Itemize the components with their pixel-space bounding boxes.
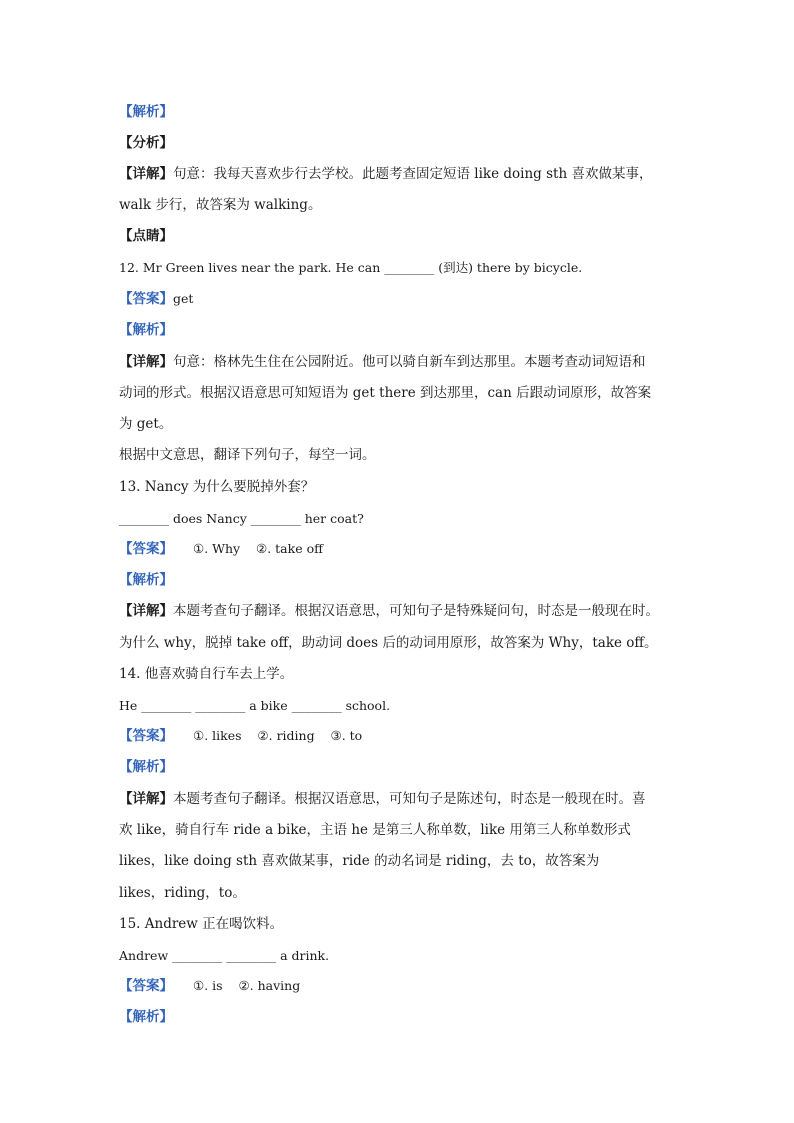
detail-continuation [119,383,651,403]
detail-text: 欢 like，骑自行车 ride a bike，主语 he 是第三人称单数，like 用第三人称单数形式 [119,822,631,838]
answer-tag: 【答案】 [119,728,173,744]
question-text: 12. Mr Green lives near the park. He can ________ (到达) there by bicycle. [119,260,583,275]
question-13-blanks [119,509,364,529]
question-text: 14. 他喜欢骑自行车去上学。 [119,666,294,682]
detail-continuation [119,851,599,871]
answer-tag: 【答案】 [119,978,173,994]
analysis-heading [119,757,173,777]
answer-14 [119,726,362,746]
analysis-heading [119,102,173,122]
detail-text: 句意：我每天喜欢步行去学校。此题考查固定短语 like doing sth 喜欢做某事， [173,166,653,182]
highlight-heading [119,226,173,246]
blank-sentence: He ________ ________ a bike ________ school. [119,698,391,713]
detail-paragraph [119,789,646,809]
section-tag: 【详解】 [119,354,173,370]
detail-text: 句意：格林先生住在公园附近。他可以骑自新车到达那里。本题考查动词短语和 [173,354,646,370]
answer-text: ①. Why ②. take off [193,541,323,556]
section-tag: 【解析】 [119,572,173,588]
detail-text: 本题考查句子翻译。根据汉语意思，可知句子是特殊疑问句，时态是一般现在时。 [173,603,659,619]
detail-text: 为什么 why，脱掉 take off，助动词 does 后的动词用原形，故答案为 Why，take off。 [119,635,658,651]
answer-13 [119,539,323,559]
section-tag: 【解析】 [119,1009,173,1025]
breakdown-heading [119,133,173,153]
detail-text: 本题考查句子翻译。根据汉语意思，可知句子是陈述句，时态是一般现在时。喜 [173,791,646,807]
section-tag: 【解析】 [119,759,173,775]
section-tag: 【详解】 [119,791,173,807]
section-tag: 【分析】 [119,135,173,151]
detail-continuation [119,195,321,215]
detail-paragraph [119,352,646,372]
section-instruction [119,445,376,465]
question-14-blanks [119,696,390,716]
detail-paragraph [119,601,659,621]
answer-15 [119,976,300,996]
instruction-text: 根据中文意思，翻译下列句子，每空一词。 [119,447,376,463]
question-text: 13. Nancy 为什么要脱掉外套？ [119,479,315,495]
detail-text: likes，like doing sth 喜欢做某事，ride 的动名词是 riding，去 to，故答案为 [119,853,600,869]
detail-text: 为 get。 [119,416,173,432]
section-tag: 【详解】 [119,603,173,619]
detail-paragraph [119,164,652,184]
detail-continuation [119,414,172,434]
section-tag: 【解析】 [119,322,173,338]
question-13 [119,477,314,497]
detail-text: likes，riding，to。 [119,885,246,901]
answer-text: ①. is ②. having [193,978,301,993]
analysis-heading [119,570,173,590]
answer-tag: 【答案】 [119,541,173,557]
analysis-heading [119,1007,173,1027]
question-14 [119,664,293,684]
blank-sentence: ________ does Nancy ________ her coat? [119,511,364,526]
detail-continuation [119,883,246,903]
section-tag: 【详解】 [119,166,173,182]
answer-text: get [173,291,194,306]
detail-continuation [119,820,631,840]
detail-continuation [119,633,658,653]
analysis-heading [119,320,173,340]
blank-sentence: Andrew ________ ________ a drink. [119,948,330,963]
section-tag: 【点睛】 [119,228,173,244]
answer-text: ①. likes ②. riding ③. to [193,728,363,743]
detail-text: 动词的形式。根据汉语意思可知短语为 get there 到达那里，can 后跟动词原形，故答案 [119,385,652,401]
question-15-blanks [119,946,329,966]
question-12 [119,258,582,278]
detail-text: walk 步行，故答案为 walking。 [119,197,322,213]
answer-12 [119,289,193,309]
question-text: 15. Andrew 正在喝饮料。 [119,916,284,932]
section-tag: 【解析】 [119,104,173,120]
question-15 [119,914,283,934]
answer-tag: 【答案】 [119,291,173,307]
